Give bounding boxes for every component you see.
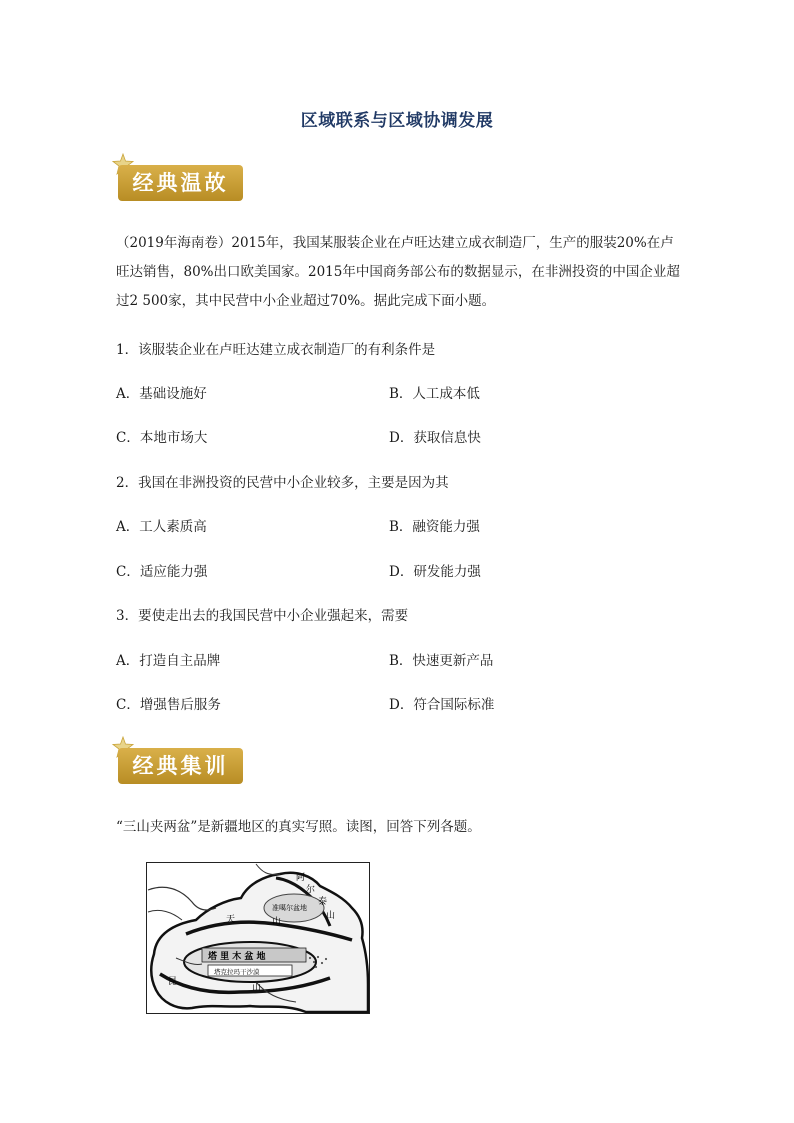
question-intro: （2019年海南卷）2015年，我国某服装企业在卢旺达建立成衣制造厂，生产的服装20%在卢旺达销售，80%出口欧美国家。2015年中国商务部公布的数据显示，在非洲投资的中国企业超过2 500家，其中民营中小企业超过70%。据此完成下面小题。 [116, 235, 680, 309]
page-title: 区域联系与区域协调发展 [300, 111, 494, 131]
section-badge-classic-training [118, 748, 243, 784]
option-d: D．符合国际标准 [389, 697, 495, 713]
section-badge-label: 经典集训 [132, 754, 229, 778]
question-stem: 1．该服装企业在卢旺达建立成衣制造厂的有利条件是 [116, 342, 436, 358]
option-a: A．打造自主品牌 [116, 653, 221, 669]
option-b: B．快速更新产品 [389, 653, 494, 669]
xinjiang-map [146, 862, 370, 1014]
section-badge-classic-review [118, 165, 243, 201]
option-a: A．基础设施好 [116, 386, 207, 402]
map-label-tian: 天 [226, 915, 236, 925]
option-b: B．融资能力强 [389, 519, 480, 535]
map-label-kun: 昆 [168, 977, 178, 987]
map-label-er: 尔 [306, 885, 316, 895]
map-label-a: 阿 [296, 873, 306, 883]
question-stem: 3．要使走出去的我国民营中小企业强起来，需要 [116, 608, 409, 624]
map-label-zhunger: 准噶尔盆地 [272, 904, 307, 912]
question-stem: 2．我国在非洲投资的民营中小企业较多，主要是因为其 [116, 475, 449, 491]
map-label-shan3: 山 [252, 983, 262, 993]
option-d: D．获取信息快 [389, 430, 481, 446]
map-label-shan1: 山 [326, 911, 336, 921]
option-d: D．研发能力强 [389, 564, 481, 580]
option-c: C．适应能力强 [116, 564, 208, 580]
option-c: C．本地市场大 [116, 430, 208, 446]
map-label-shan2: 山 [272, 917, 282, 927]
map-label-taklimakan: 塔克拉玛干沙漠 [214, 968, 260, 976]
option-c: C．增强售后服务 [116, 697, 221, 713]
map-label-tarim: 塔 里 木 盆 地 [208, 952, 266, 962]
section-badge-label: 经典温故 [132, 171, 229, 195]
map-label-tai: 泰 [318, 897, 328, 907]
option-a: A．工人素质高 [116, 519, 207, 535]
option-b: B．人工成本低 [389, 386, 480, 402]
map-intro: “三山夹两盆”是新疆地区的真实写照。读图，回答下列各题。 [116, 819, 481, 835]
